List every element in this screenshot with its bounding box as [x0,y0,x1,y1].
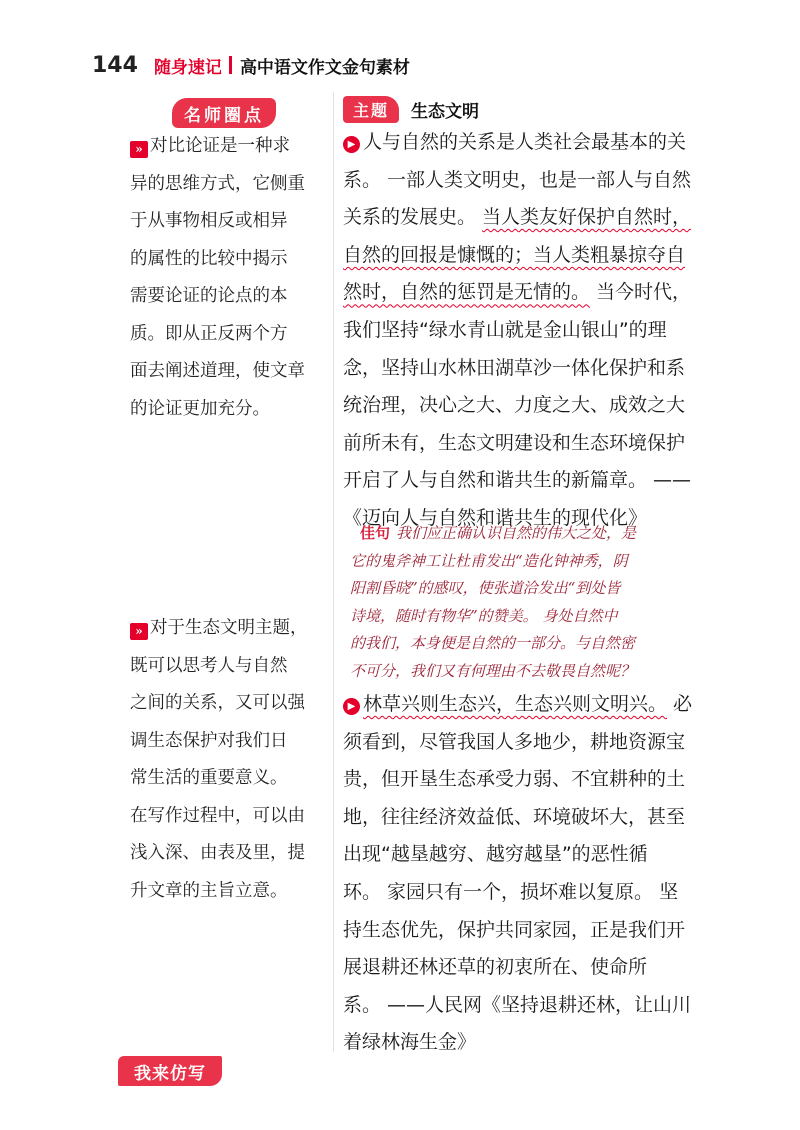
note-line: » 对比论证是一种求 [130,128,322,166]
note-line: 质。即从正反两个方 [130,323,288,344]
text-line: 须看到，尽管我国人多地少，耕地资源宝 [343,730,686,753]
header-divider [229,56,232,74]
text-line: 环。 家园只有一个，损坏难以复原。 坚 [343,880,679,903]
note-line: 浅入深、由表及里，提 [130,843,305,863]
quote-line: 佳句 我们应正确认识自然的伟大之处，是 [360,524,637,542]
play-icon: ▶ [343,136,360,153]
highlighted-sentence: 然时，自然的惩罚是无情的。 [343,281,591,304]
highlighted-sentence: 自然的回报是慷慨的；当人类粗暴掠夺自 [343,243,686,266]
note-line: 的论证更加充分。 [130,398,270,419]
text-line: 关系的发展史。 当人类友好保护自然时， [343,206,692,229]
text-line: ▶ 林草兴则生态兴，生态兴则文明兴。 必 [343,686,723,724]
excerpt-paragraph-2 [343,686,723,1062]
text-line: 念，坚持山水林田湖草沙一体化保护和系 [343,356,686,379]
text-line: 统治理，决心之大、力度之大、成效之大 [343,394,686,417]
side-note-contrast [130,128,322,428]
note-line: 常生活的重要意义。 [130,768,288,788]
note-line: 需要论证的论点的本 [130,286,288,306]
note-line: 既可以思考人与自然 [130,655,288,676]
text-line: 开启了人与自然和谐共生的新篇章。 —— [343,469,692,492]
note-line: 之间的关系，又可以强 [130,693,305,713]
note-line: 升文章的主旨立意。 [130,880,288,901]
quote-line: 诗境，随时有物华”的赞美。 身处自然中 [350,606,618,625]
quote-line: 阳割昏晓”的感叹，使张道洽发出“到处皆 [350,579,621,597]
text-line: 然时，自然的惩罚是无情的。 当今时代， [343,281,692,304]
text-line: 展退耕还林还草的初衷所在、使命所 [343,956,648,979]
note-line: 于从事物相反或相异 [130,211,288,231]
topic-title: 生态文明 [411,101,480,122]
note-line: » 对于生态文明主题， [130,610,322,648]
excerpt-paragraph-1 [343,124,723,538]
text-line: ▶ 人与自然的关系是人类社会最基本的关 [343,124,723,162]
source-line: 着绿林海生金》 [343,1031,477,1054]
text-line [343,237,723,275]
quote-label: 佳句 [360,524,391,542]
note-line: 在写作过程中，可以由 [130,805,305,826]
double-arrow-icon: » [130,141,148,158]
double-arrow-icon: » [130,623,148,640]
quote-line: 它的鬼斧神工让杜甫发出“造化钟神秀，阴 [350,551,628,570]
topic-heading [343,94,479,124]
highlighted-sentence: 当人类友好保护自然时， [482,206,692,229]
note-line: 面去阐述道理，使文章 [130,361,305,381]
topic-badge: 主题 [343,96,399,123]
source-line: 《迈向人与自然和谐共生的现代化》 [343,506,648,529]
side-note-ecology [130,610,322,910]
page-number: 144 [92,52,138,78]
note-line: 调生态保护对我们日 [130,730,288,751]
highlighted-sentence: 林草兴则生态兴，生态兴则文明兴。 [363,693,668,715]
note-line: 的属性的比较中揭示 [130,248,288,269]
text-line: 地，往往经济效益低、环境破坏大，甚至 [343,805,686,828]
text-line: 贵，但开垦生态承受力弱、不宜耕种的土 [343,768,686,791]
book-title: 高中语文作文金句素材 [239,57,410,78]
quote-line: 的我们，本身便是自然的一部分。与自然密 [350,634,636,652]
series-title: 随身速记 [153,57,222,78]
play-icon: ▶ [343,698,360,715]
text-line: 前所未有，生态文明建设和生态环境保护 [343,431,686,454]
note-line: 异的思维方式，它侧重 [130,173,305,194]
text-line: 我们坚持“绿水青山就是金山银山”的理 [343,318,667,341]
text-line: 系。 一部人类文明史，也是一部人与自然 [343,168,692,191]
imitation-writing-badge: 我来仿写 [118,1056,222,1086]
handwritten-quote [350,520,728,685]
text-line: 系。 ——人民网《坚持退耕还林，让山川 [343,993,692,1016]
text-line: 持生态优先，保护共同家园，正是我们开 [343,918,686,941]
page-header [92,50,410,80]
teacher-notes-badge: 名师圈点 [172,98,276,128]
column-divider [333,92,334,1052]
quote-line: 不可分，我们又有何理由不去敬畏自然呢？ [350,661,636,680]
text-line: 出现“越垦越穷、越穷越垦”的恶性循 [343,843,648,866]
